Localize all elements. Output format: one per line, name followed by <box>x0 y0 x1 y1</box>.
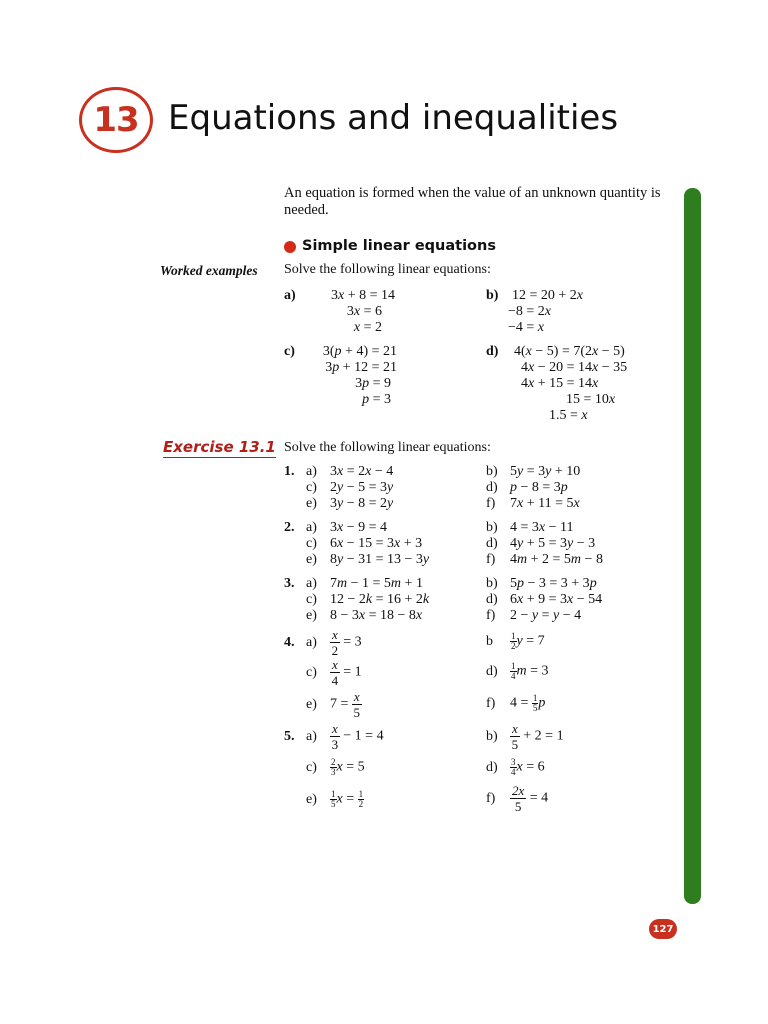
worked-example-d-line: 4x − 20 = 14x − 35 <box>514 360 628 375</box>
item-label: b) <box>486 288 499 303</box>
worked-example-c <box>284 344 295 360</box>
sidebar-decoration <box>684 188 701 904</box>
exercise-q5e: e) $\frac{1}{5}$ x = $\frac{1}{2}$ <box>306 789 364 809</box>
exercise-q4e: e) 7 = $\frac{x}{5}$ <box>306 689 361 720</box>
chapter-number: 13 <box>93 100 139 140</box>
worked-example-d-line: 4(x − 5) = 7(2x − 5) <box>514 344 625 359</box>
exercise-q2-left: 2. a) 3x − 9 = 4 c) 6x − 15 = 3x + 3 e) 8y − 31 = 13 − 3y <box>284 520 430 567</box>
worked-examples-instruction: Solve the following linear equations: <box>284 262 491 277</box>
section-bullet-icon <box>284 241 296 253</box>
worked-example-c-line: 3p = 9 <box>355 376 391 391</box>
worked-example-a-line: x = 2 <box>353 320 382 335</box>
worked-example-c-line: 3(p + 4) = 21 <box>322 344 397 359</box>
exercise-q5c: c) $\frac{2}{3}$ x = 5 <box>306 757 365 777</box>
worked-example-d-line: 15 = 10x <box>566 392 616 407</box>
exercise-q4d: d) $\frac{1}{4}$ m = 3 <box>486 661 549 681</box>
exercise-q4b: b $\frac{1}{2}$ y = 7 <box>486 631 545 651</box>
exercise-q2-right: b) 4 = 3x − 11 d) 4y + 5 = 3y − 3 f) 4m + 2 = 5m − 8 <box>486 520 603 567</box>
worked-example-b <box>486 288 498 304</box>
worked-example-d-line: 1.5 = x <box>549 408 588 423</box>
worked-examples-label: Worked examples <box>160 263 258 278</box>
exercise-q1-right: b) 5y = 3y + 10 d) p − 8 = 3p f) 7x + 11 = 5x <box>486 464 581 511</box>
exercise-q4a: 4. a) $\frac{x}{2}$ = 3 <box>284 627 362 658</box>
item-label: c) <box>284 344 295 359</box>
item-label: d) <box>486 344 499 359</box>
exercise-q3-left: 3. a) 7m − 1 = 5m + 1 c) 12 − 2k = 16 + 2k e) 8 − 3x = 18 − 8x <box>284 576 430 623</box>
exercise-q3-right: b) 5p − 3 = 3 + 3p d) 6x + 9 = 3x − 54 f) 2 − y = y − 4 <box>486 576 603 623</box>
exercise-q4c: c) $\frac{x}{4}$ = 1 <box>306 657 362 688</box>
worked-example-d <box>486 344 498 360</box>
worked-example-b-line: −8 = 2x <box>508 304 552 319</box>
worked-example-b-line: 12 = 20 + 2x <box>512 288 584 303</box>
exercise-q5a: 5. a) $\frac{x}{3}$ − 1 = 4 <box>284 721 384 752</box>
worked-example-d-line: 4x + 15 = 14x <box>514 376 599 391</box>
chapter-number-badge <box>79 87 153 153</box>
exercise-label: Exercise 13.1 <box>163 438 276 456</box>
section-heading: Simple linear equations <box>302 238 496 254</box>
item-label: a) <box>284 288 296 303</box>
worked-example-b-line: −4 = x <box>508 320 545 335</box>
worked-example-a-line: 3x = 6 <box>346 304 382 319</box>
worked-example-c-line: p = 3 <box>362 392 391 407</box>
exercise-instruction: Solve the following linear equations: <box>284 440 491 455</box>
exercise-q5b: b) $\frac{x}{5}$ + 2 = 1 <box>486 721 564 752</box>
exercise-q4f: f) 4 = $\frac{1}{5}$ p <box>486 693 546 713</box>
chapter-title: Equations and inequalities <box>168 98 619 138</box>
exercise-q1-left: 1. a) 3x = 2x − 4 c) 2y − 5 = 3y e) 3y − 8 = 2y <box>284 464 394 511</box>
intro-paragraph: An equation is formed when the value of an unknown quantity is needed. <box>284 185 661 218</box>
worked-example-c-line: 3p + 12 = 21 <box>325 360 397 375</box>
worked-example-a <box>284 288 296 304</box>
page-number: 127 <box>649 919 677 939</box>
exercise-q5f: f) $\frac{2x}{5}$ = 4 <box>486 783 549 814</box>
worked-example-a-line: 3x + 8 = 14 <box>330 288 395 303</box>
exercise-q5d: d) $\frac{3}{4}$ x = 6 <box>486 757 545 777</box>
